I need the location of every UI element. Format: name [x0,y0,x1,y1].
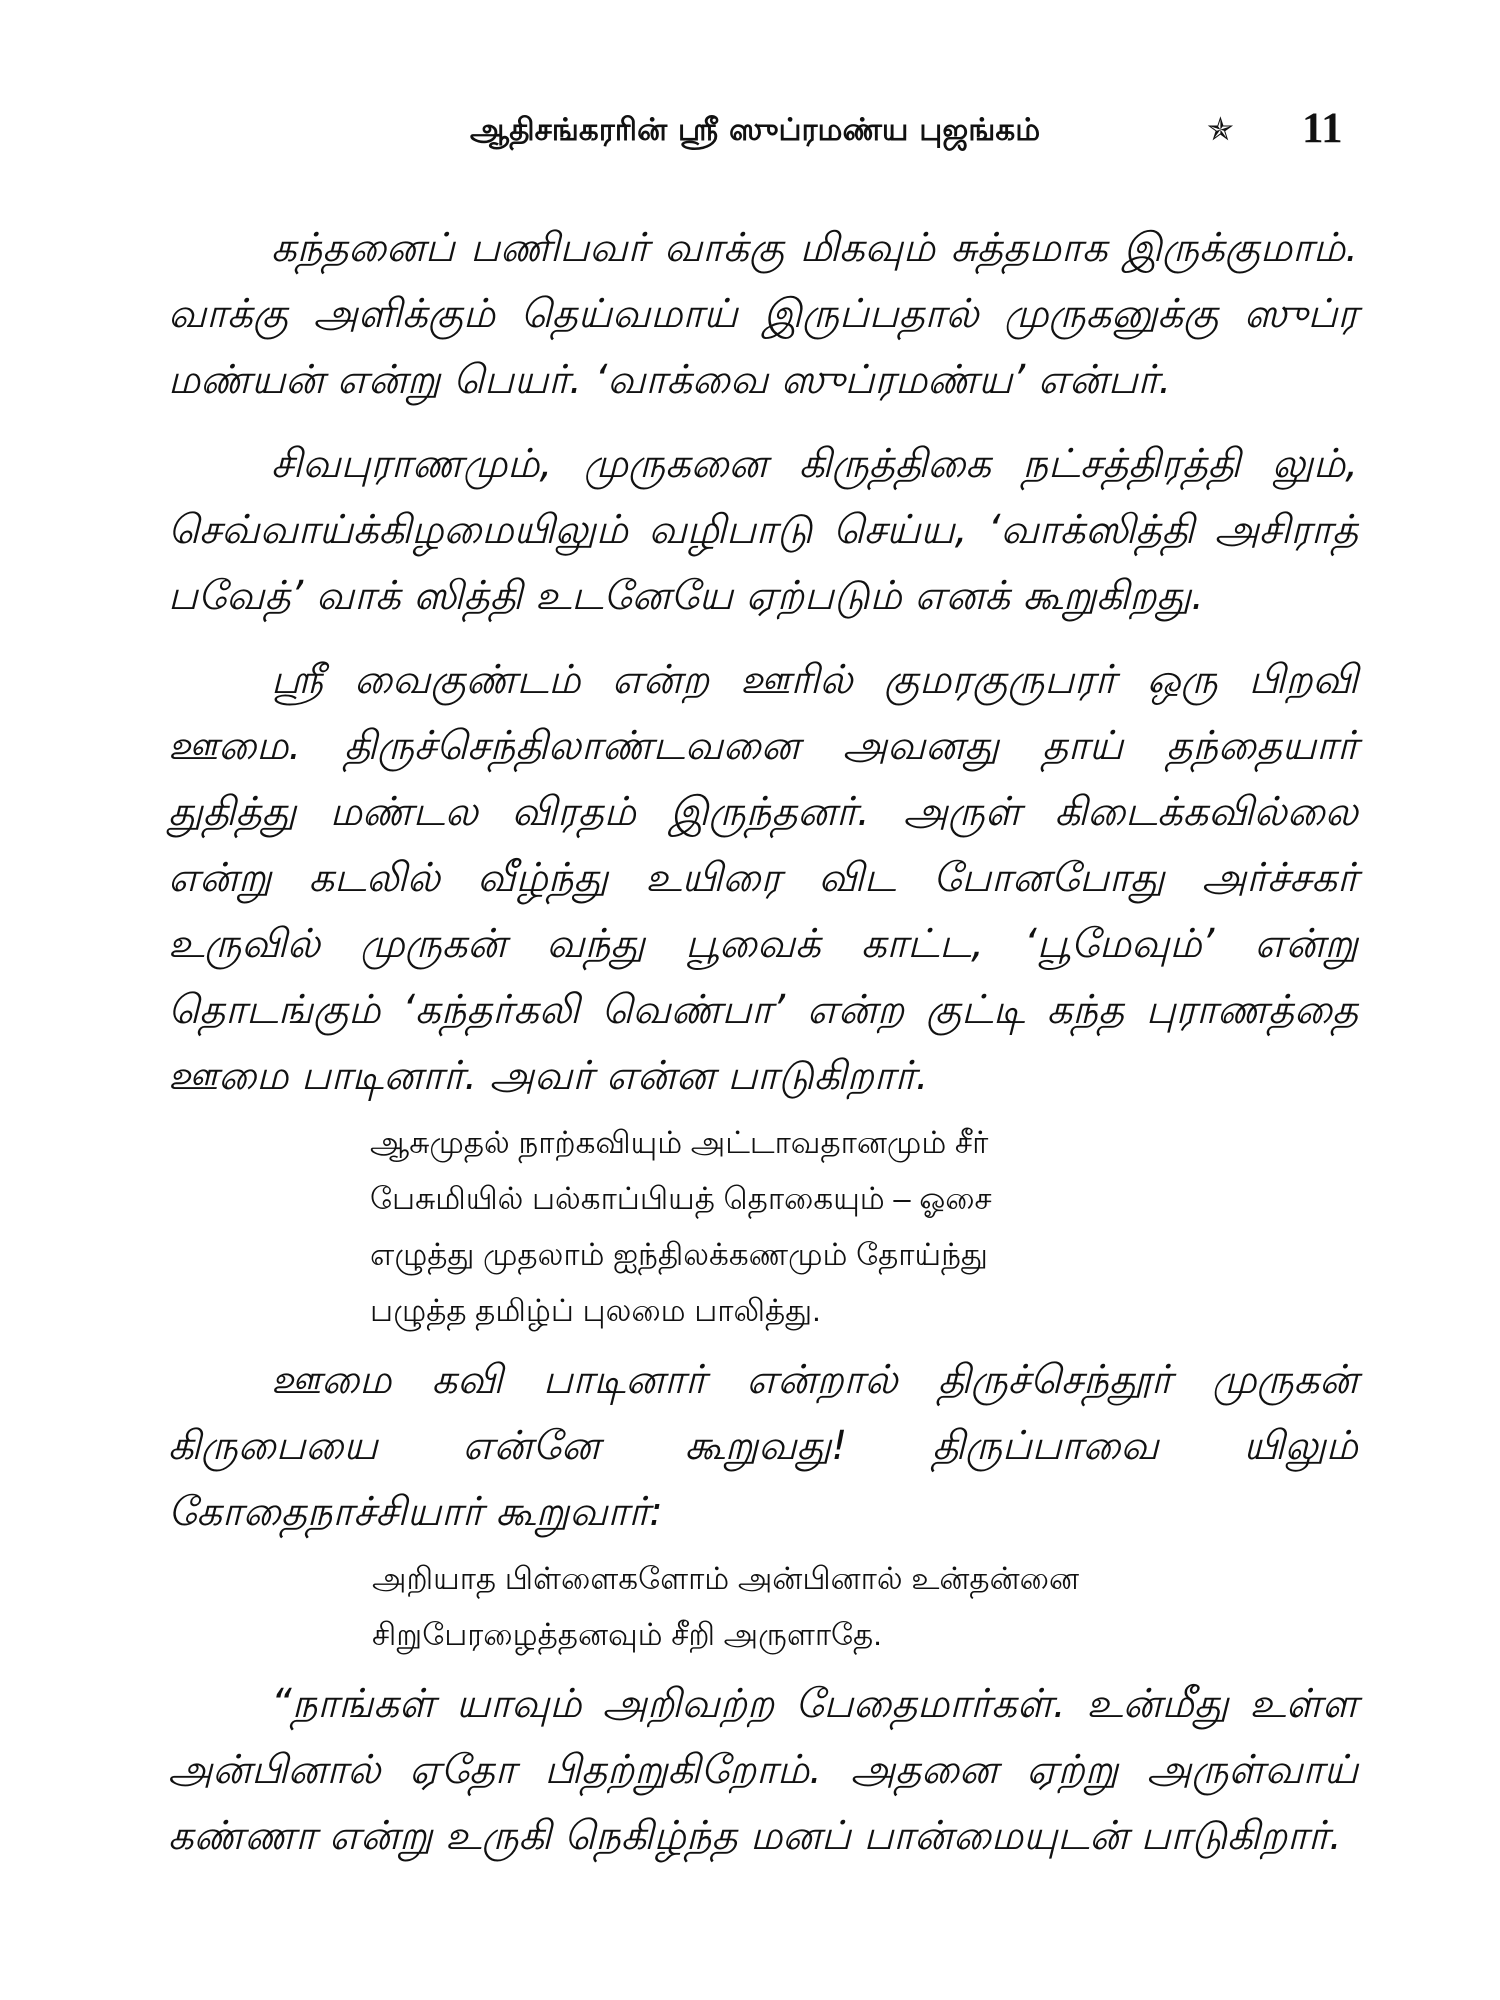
verse-line: ஆசுமுதல் நாற்கவியும் அட்டாவதானமும் சீர் [370,1125,989,1160]
verse-line: அறியாத பிள்ளைகளோம் அன்பினால் உன்தன்னை [372,1561,1080,1596]
paragraph-4: ஊமை கவி பாடினார் என்றால் திருச்செந்தூர் முருகன் கிருபையை என்னே கூறுவது! திருப்பாவை யிலும் கோதைநாச்சியார் கூறுவார்: [168,1357,1358,1535]
verse-line: பேசுமியில் பல்காப்பியத் தொகையும் – ஓசை [370,1181,992,1216]
running-header [470,105,1370,162]
verse-block-2 [168,1551,1358,1663]
paragraph-3: ஸ்ரீ வைகுண்டம் என்ற ஊரில் குமரகுருபரர் ஒரு பிறவி ஊமை. திருச்செந்திலாண்டவனை அவனது தாய் தந்தையார் துதித்து மண்டல விரதம் இருந்தனர். அருள் கிடைக்கவில்லை என்று கடலில் வீழ்ந்து உயிரை விட போனபோது அர்ச்சகர் உருவில் முருகன் வந்து பூவைக் காட்ட, ‘பூமேவும்’ என்று தொடங்கும் ‘கந்தர்கலி வெண்பா’ என்ற குட்டி கந்த புராணத்தை ஊமை பாடினார். அவர் என்ன பாடுகிறார். [168,657,1358,1099]
verse-line: பழுத்த தமிழ்ப் புலமை பாலித்து. [370,1293,821,1328]
paragraph-1: கந்தனைப் பணிபவர் வாக்கு மிகவும் சுத்தமாக இருக்குமாம். வாக்கு அளிக்கும் தெய்வமாய் இருப்பதால் முருகனுக்கு ஸுப்ர மண்யன் என்று பெயர். ‘வாக்வை ஸுப்ரமண்ய’ என்பர். [168,225,1358,403]
page-number: 11 [1302,105,1343,152]
verse-line: எழுத்து முதலாம் ஐந்திலக்கணமும் தோய்ந்து [370,1237,988,1272]
page-body [168,215,1358,1869]
verse-block-1 [168,1115,1358,1339]
paragraph-5: “நாங்கள் யாவும் அறிவற்ற பேதைமார்கள். உன்மீது உள்ள அன்பினால் ஏதோ பிதற்றுகிறோம். அதனை ஏற்று அருள்வாய் கண்ணா என்று உருகி நெகிழ்ந்த மனப் பான்மையுடன் பாடுகிறார். [168,1681,1358,1859]
star-icon: ✯ [1207,110,1234,148]
book-title: ஆதிசங்கரரின் ஸ்ரீ ஸுப்ரமண்ய புஜங்கம் [470,112,1041,148]
verse-line: சிறுபேரழைத்தனவும் சீறி அருளாதே. [372,1617,882,1652]
paragraph-2: சிவபுராணமும், முருகனை கிருத்திகை நட்சத்திரத்தி லும், செவ்வாய்க்கிழமையிலும் வழிபாடு செய்ய, ‘வாக்ஸித்தி அசிராத் பவேத்’ வாக் ஸித்தி உடனேயே ஏற்படும் எனக் கூறுகிறது. [168,441,1358,619]
